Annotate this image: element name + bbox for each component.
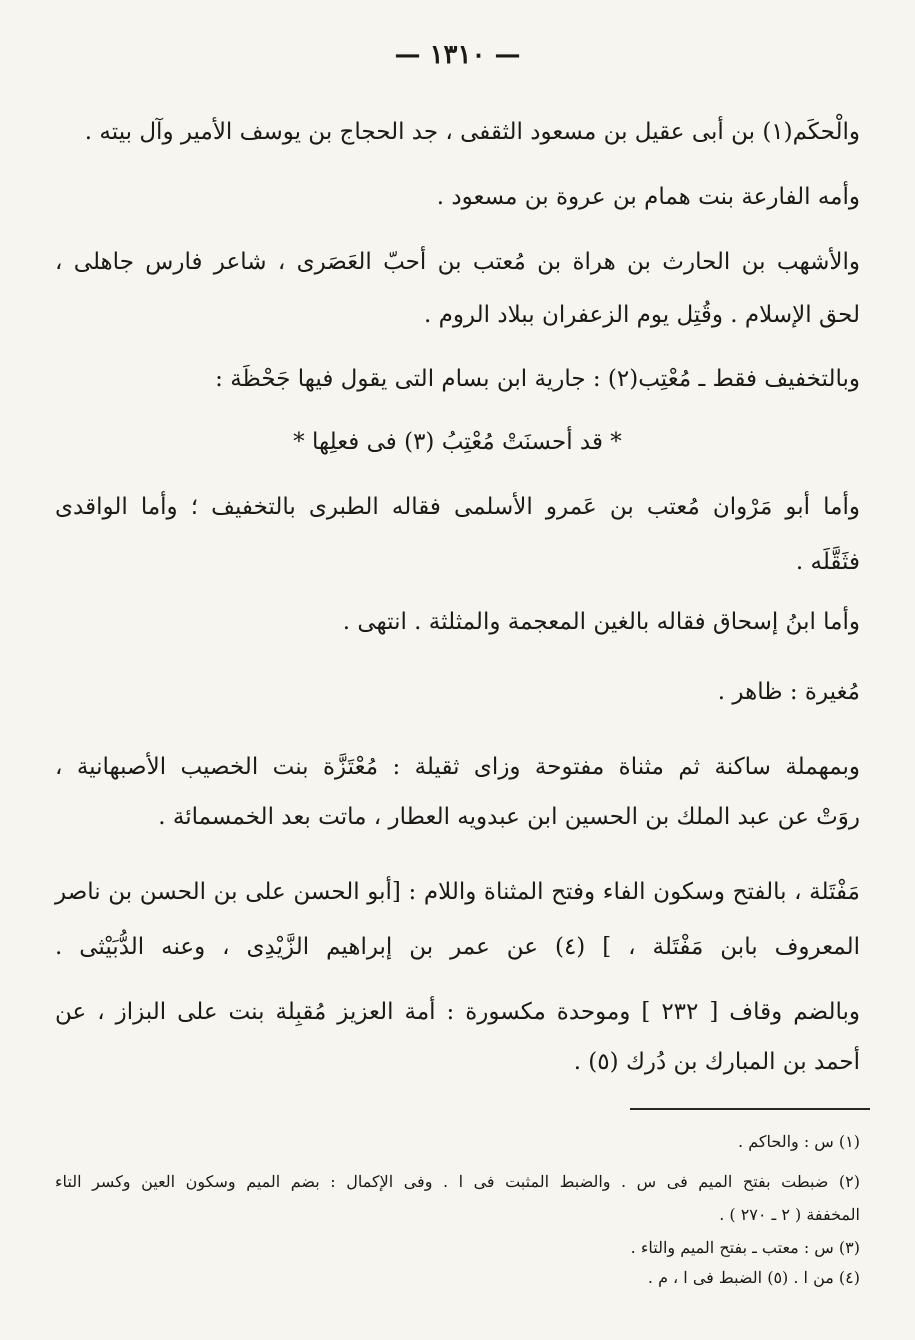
text-line: والْحكَم(١) بن أبى عقيل بن مسعود الثقفى ، جد الحجاج بن يوسف الأمير وآل بيته .	[84, 119, 860, 145]
text-line: فثَقَّلَه .	[795, 549, 860, 575]
text-line: مُغيرة : ظاهر .	[717, 679, 860, 705]
text-line: وأما أبو مَرْوان مُعتب بن عَمرو الأسلمى فقاله الطبرى بالتخفيف ؛ وأما الواقدى	[55, 494, 860, 520]
footnote: (٣) س : معتب ـ بفتح الميم والتاء .	[630, 1238, 860, 1257]
text-line: مَفْتَلة ، بالفتح وسكون الفاء وفتح المثناة واللام : [أبو الحسن على بن الحسن بن ناصر	[55, 879, 860, 905]
text-line: لحق الإسلام . وقُتِل يوم الزعفران ببلاد الروم .	[423, 302, 860, 328]
footnote: (١) س : والحاكم .	[738, 1132, 860, 1151]
page-number: — ١٣١٠ —	[394, 40, 521, 70]
text-line: المعروف بابن مَفْتَلة ، ] (٤) عن عمر بن إبراهيم الزَّيْدِى ، وعنه الدُّبَيْثى .	[55, 934, 860, 960]
text-line: وبالتخفيف فقط ـ مُعْتِب(٢) : جارية ابن بسام التى يقول فيها جَحْظَة :	[215, 366, 860, 392]
text-line: وأمه الفارعة بنت همام بن عروة بن مسعود .	[436, 184, 860, 210]
footnote: (٢) ضبطت بفتح الميم فى س . والضبط المثبت فى ا . وفى الإكمال : بضم الميم وسكون العين وكسر التاء	[55, 1172, 860, 1191]
text-line: وأما ابنُ إسحاق فقاله بالغين المعجمة والمثلثة . انتهى .	[342, 609, 860, 635]
footnote: المخففة ( ٢ ـ ٢٧٠ ) .	[719, 1205, 860, 1224]
verse-line: * قد أحسنَتْ مُعْتِبُ (٣) فى فعلِها *	[293, 429, 622, 455]
footnote: (٤) من ا . (٥) الضبط فى ا ، م .	[647, 1268, 860, 1287]
text-line: روَتْ عن عبد الملك بن الحسين ابن عبدويه العطار ، ماتت بعد الخمسمائة .	[158, 804, 860, 830]
text-line: وبالضم وقاف [ ٢٣٢ ] وموحدة مكسورة : أمة العزيز مُقبِلة بنت على البزاز ، عن	[55, 999, 860, 1025]
text-line: والأشهب بن الحارث بن هراة بن مُعتب بن أحبّ العَصَرى ، شاعر فارس جاهلى ،	[55, 249, 860, 275]
text-line: وبمهملة ساكنة ثم مثناة مفتوحة وزاى ثقيلة : مُعْتَزَّة بنت الخصيب الأصبهانية ،	[55, 754, 860, 780]
text-line: أحمد بن المبارك بن دُرك (٥) .	[573, 1049, 860, 1075]
footnote-divider	[630, 1108, 870, 1110]
